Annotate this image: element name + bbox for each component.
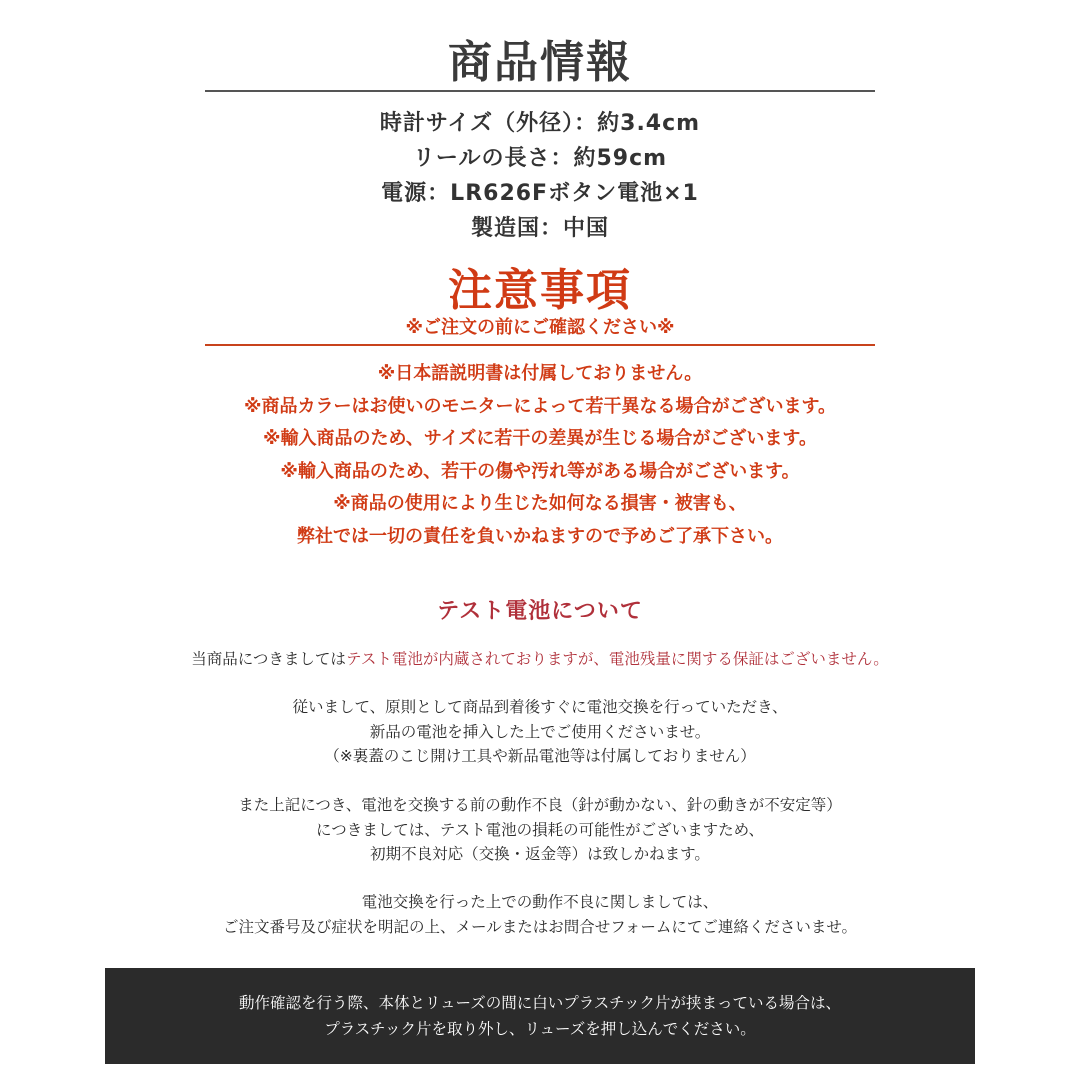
paragraph-line: また上記につき、電池を交換する前の動作不良（針が動かない、針の動きが不安定等） [238, 796, 842, 814]
test-battery-title: テスト電池について [437, 599, 643, 624]
paragraph-line: （※裏蓋のこじ開け工具や新品電池等は付属しておりません） [324, 747, 756, 765]
paragraph-line: 従いまして、原則として商品到着後すぐに電池交換を行っていただき、 [292, 698, 788, 716]
paragraph-line: 新品の電池を挿入した上でご使用くださいませ。 [369, 722, 711, 741]
test-battery-paragraph-2 [0, 695, 1080, 769]
spec-country-of-origin: 製造国：中国 [470, 216, 609, 241]
caution-note: ※日本語説明書は付属しておりません。 [377, 363, 703, 384]
caution-note: 弊社では一切の責任を負いかねますので予めご了承下さい。 [297, 525, 783, 547]
paragraph-text: 当商品につきましては [191, 650, 346, 668]
caution-note: ※輸入商品のため、若干の傷や汚れ等がある場合がございます。 [280, 460, 800, 482]
highlight-text: テスト電池が内蔵されておりますが、 [345, 650, 609, 668]
spec-power-source: 電源：LR626Fボタン電池×1 [381, 181, 699, 206]
footer-notice-banner [105, 968, 975, 1064]
spec-clock-size: 時計サイズ（外径）：約3.4cm [379, 111, 701, 136]
caution-notes [0, 358, 1080, 553]
test-battery-paragraph-1 [0, 647, 1080, 672]
caution-divider [205, 344, 875, 346]
product-info-divider [205, 90, 875, 92]
caution-title: 注意事項 [448, 265, 632, 316]
footer-line: プラスチック片を取り外し、リューズを押し込んでください。 [324, 1020, 756, 1038]
highlight-text: 電池残量に関する保証はございません。 [608, 650, 889, 668]
caution-note: ※輸入商品のため、サイズに若干の差異が生じる場合がございます。 [263, 428, 817, 449]
paragraph-line: 電池交換を行った上での動作不良に関しましては、 [361, 893, 719, 911]
paragraph-line: 初期不良対応（交換・返金等）は致しかねます。 [370, 845, 710, 863]
paragraph-line: ご注文番号及び症状を明記の上、メールまたはお問合せフォームにてご連絡くださいませ。 [223, 917, 857, 936]
caution-note: ※商品カラーはお使いのモニターによって若干異なる場合がございます。 [243, 395, 837, 417]
footer-line: 動作確認を行う際、本体とリューズの間に白いプラスチック片が挟まっている場合は、 [238, 994, 842, 1012]
caution-note: ※商品の使用により生じた如何なる損害・被害も、 [333, 493, 747, 514]
product-info-title: 商品情報 [448, 37, 632, 88]
caution-subtitle: ※ご注文の前にご確認ください※ [405, 317, 675, 338]
paragraph-line: につきましては、テスト電池の損耗の可能性がございますため、 [316, 820, 764, 839]
spec-reel-length: リールの長さ：約59cm [412, 146, 668, 171]
test-battery-paragraph-3 [0, 793, 1080, 867]
test-battery-paragraph-4 [0, 890, 1080, 939]
